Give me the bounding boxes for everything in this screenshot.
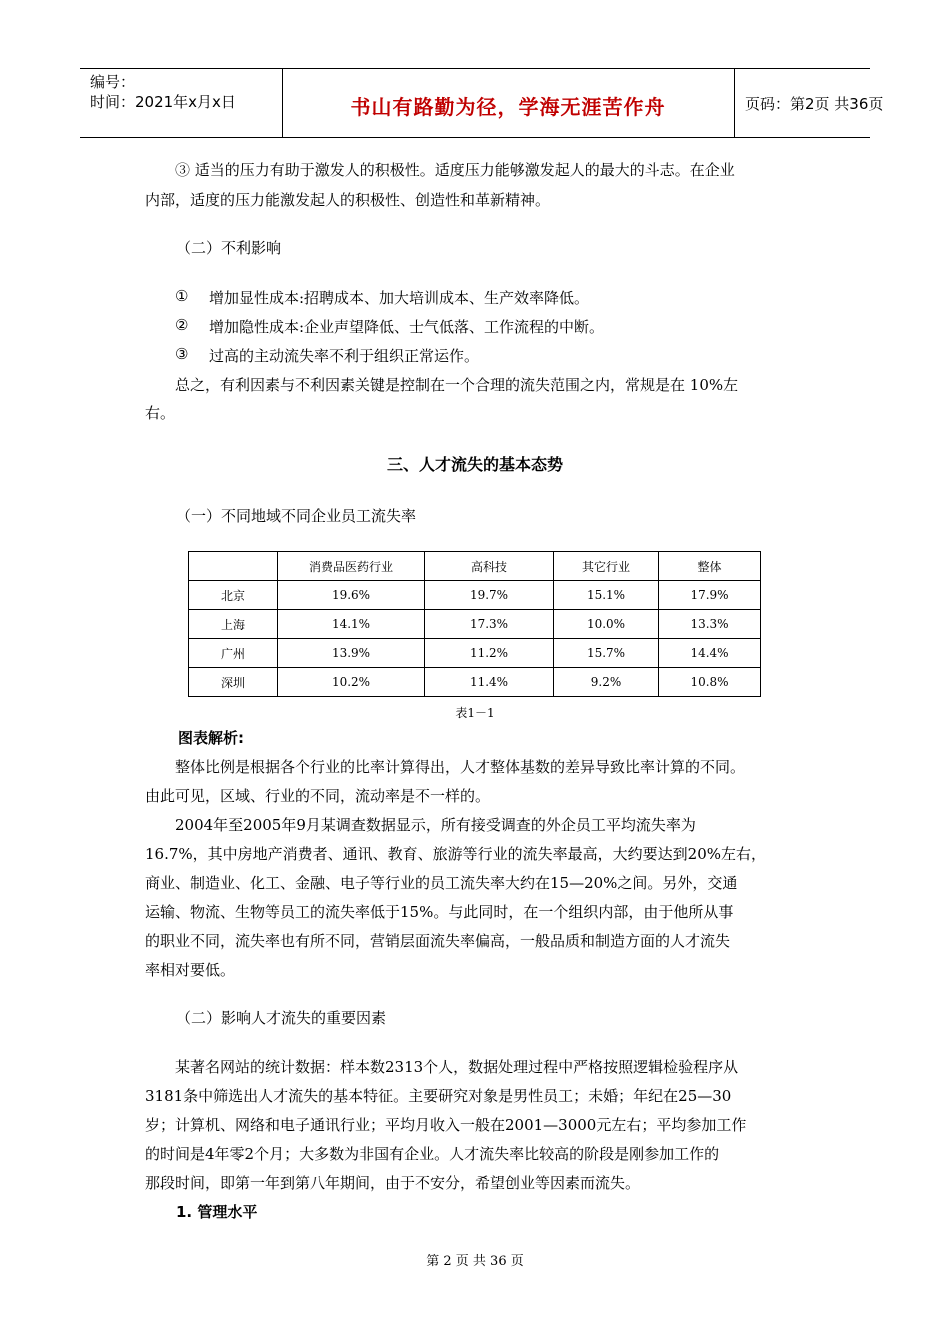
table-cell: 10.0% [554,610,659,639]
table-cell: 11.4% [425,668,554,697]
table-cell: 17.3% [425,610,554,639]
table-cell: 10.8% [659,668,761,697]
table-row [189,639,761,668]
paragraph-line: 16.7%，其中房地产消费者、通讯、教育、旅游等行业的流失率最高，大约要达到20%左右， [145,845,766,863]
table-cell: 17.9% [659,581,761,610]
table-cell-city: 北京 [189,581,278,610]
doc-time-label: 时间：2021年x月x日 [90,93,236,111]
table-header-cell: 整体 [659,552,761,581]
table-cell: 14.4% [659,639,761,668]
subsection-title: （二）影响人才流失的重要因素 [176,1009,387,1027]
header-page-code: 页码：第2页 共36页 [745,95,884,113]
table-row [189,610,761,639]
header-page-cell [735,69,884,137]
paragraph-line: 3181条中筛选出人才流失的基本特征。主要研究对象是男性员工；未婚；年纪在25—30 [145,1087,732,1105]
table-cell: 19.7% [425,581,554,610]
paragraph-line: 某著名网站的统计数据：样本数2313个人，数据处理过程中严格按照逻辑检验程序从 [175,1058,739,1076]
table-header-cell: 其它行业 [554,552,659,581]
paragraph-line: 2004年至2005年9月某调查数据显示，所有接受调查的外企员工平均流失率为 [175,816,696,834]
paragraph-line: 率相对要低。 [145,961,236,979]
heading-management-level: 1. 管理水平 [176,1203,258,1221]
paragraph-line: 内部，适度的压力能激发起人的积极性、创造性和革新精神。 [145,191,551,209]
turnover-rate-table [188,551,761,697]
table-cell: 11.2% [425,639,554,668]
list-item: 增加显性成本:招聘成本、加大培训成本、生产效率降低。 [209,289,590,307]
table-header-row [189,552,761,581]
paragraph-line: 整体比例是根据各个行业的比率计算得出，人才整体基数的差异导致比率计算的不同。 [175,758,746,776]
table-cell: 15.1% [554,581,659,610]
paragraph-line: 的职业不同，流失率也有所不同，营销层面流失率偏高，一般品质和制造方面的人才流失 [145,932,731,950]
table-cell: 9.2% [554,668,659,697]
paragraph-line: 的时间是4年零2个月；大多数为非国有企业。人才流失率比较高的阶段是刚参加工作的 [145,1145,720,1163]
paragraph-line: ③ 适当的压力有助于激发人的积极性。适度压力能够激发起人的最大的斗志。在企业 [175,161,735,179]
page-footer: 第 2 页 共 36 页 [426,1254,524,1269]
table-cell-city: 深圳 [189,668,278,697]
table-cell: 13.9% [278,639,425,668]
list-item: 增加隐性成本:企业声望降低、士气低落、工作流程的中断。 [209,318,605,336]
page-header [80,68,884,138]
list-item-number: ① [175,287,189,305]
section-title: 三、人才流失的基本态势 [386,455,563,474]
subsection-title: （二）不利影响 [176,239,282,257]
doc-number-label: 编号： [90,73,136,91]
analysis-title: 图表解析: [178,729,244,747]
table-cell: 10.2% [278,668,425,697]
table-row [189,668,761,697]
list-item-number: ③ [175,345,189,363]
table-cell-city: 广州 [189,639,278,668]
list-item: 过高的主动流失率不利于组织正常运作。 [209,347,480,365]
paragraph-line: 运输、物流、生物等员工的流失率低于15%。与此同时，在一个组织内部，由于他所从事 [145,903,734,921]
table-cell: 15.7% [554,639,659,668]
table-caption: 表1－1 [455,706,495,720]
paragraph-line: 那段时间，即第一年到第八年期间，由于不安分，希望创业等因素而流失。 [145,1174,641,1192]
table-cell: 19.6% [278,581,425,610]
subsection-title: （一）不同地域不同企业员工流失率 [176,507,417,525]
header-motto: 书山有路勤为径，学海无涯苦作舟 [350,95,666,119]
paragraph-line: 商业、制造业、化工、金融、电子等行业的员工流失率大约在15—20%之间。另外，交通 [145,874,738,892]
header-motto-cell [282,69,735,137]
table-cell-city: 上海 [189,610,278,639]
header-meta-cell [80,69,283,137]
table-cell: 14.1% [278,610,425,639]
table-header-cell: 消费品医药行业 [278,552,425,581]
paragraph-line: 由此可见，区域、行业的不同，流动率是不一样的。 [145,787,491,805]
table-header-cell: 高科技 [425,552,554,581]
list-item-number: ② [175,316,189,334]
paragraph-line: 总之，有利因素与不利因素关键是控制在一个合理的流失范围之内，常规是在 10%左 [175,376,739,394]
table-header-cell [189,552,278,581]
table-row [189,581,761,610]
paragraph-line: 岁；计算机、网络和电子通讯行业；平均月收入一般在2001—3000元左右；平均参加工作 [145,1116,747,1134]
table-cell: 13.3% [659,610,761,639]
paragraph-line: 右。 [145,404,176,422]
